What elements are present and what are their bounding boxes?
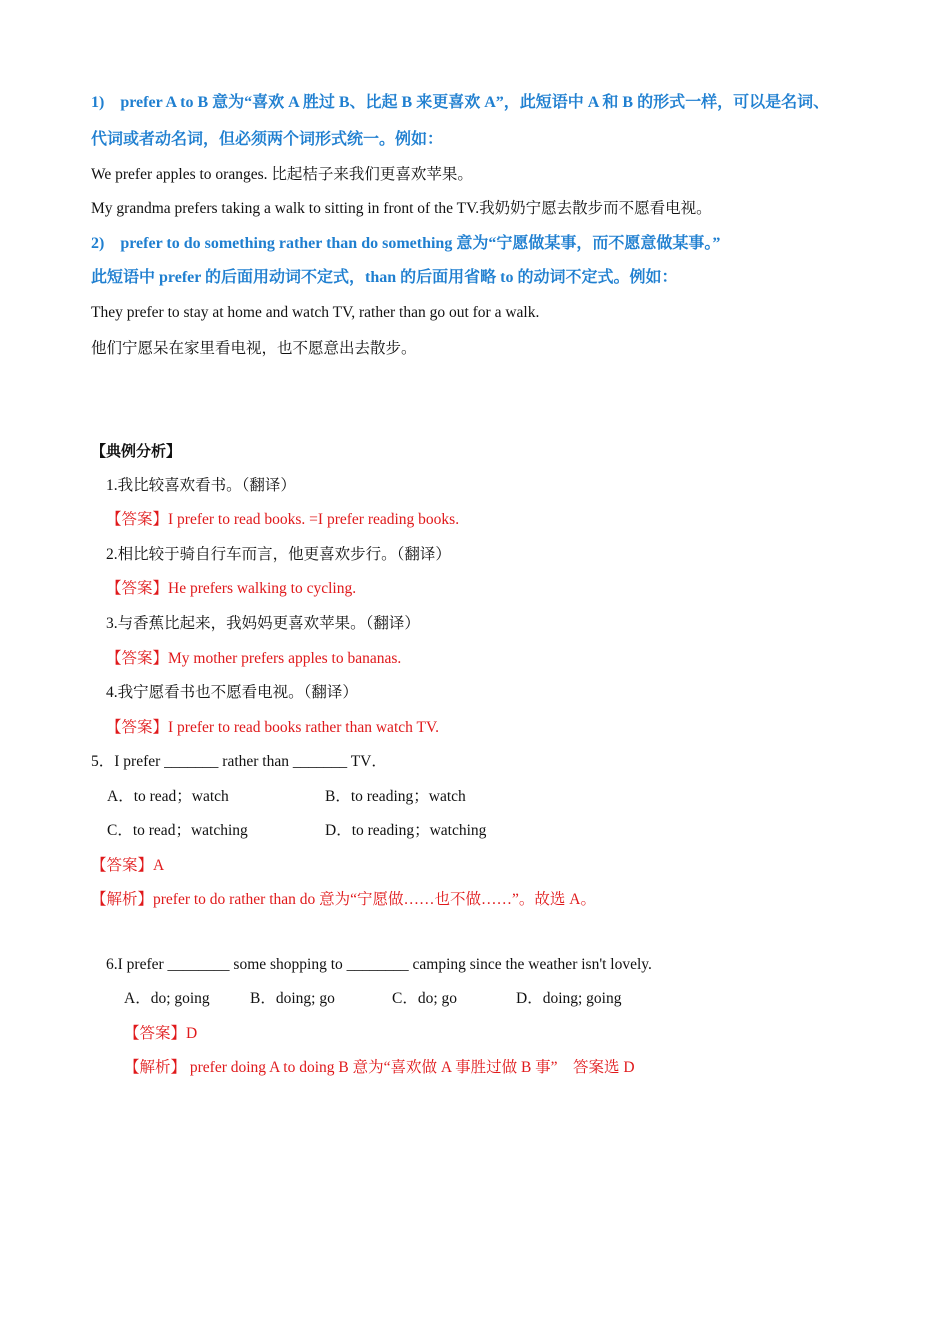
explanation-6: 【解析】 prefer doing A to doing B 意为“喜欢做 A 事胜过做 B 事” 答案选 D — [124, 1059, 635, 1076]
question-3: 3.与香蕉比起来，我妈妈更喜欢苹果。（翻译） — [106, 615, 420, 632]
example-3-en: They prefer to stay at home and watch TV, rather than go out for a walk. — [91, 304, 540, 321]
question-1: 1.我比较喜欢看书。（翻译） — [106, 477, 296, 494]
q5-option-b: B．to reading；watch — [325, 788, 466, 805]
q6-option-d: D．doing; going — [516, 990, 622, 1007]
question-6: 6.I prefer ________ some shopping to ________ camping since the weather isn't lovely. — [106, 956, 652, 973]
answer-3: 【答案】My mother prefers apples to bananas. — [106, 650, 402, 667]
q5-option-c: C．to read；watching — [107, 822, 248, 839]
example-2: My grandma prefers taking a walk to sitting in front of the TV.我奶奶宁愿去散步而不愿看电视。 — [91, 200, 712, 217]
example-1: We prefer apples to oranges. 比起桔子来我们更喜欢苹果。 — [91, 166, 473, 183]
question-4: 4.我宁愿看书也不愿看电视。（翻译） — [106, 684, 358, 701]
question-5: 5．I prefer _______ rather than _______ TV． — [91, 753, 387, 770]
explanation-5: 【解析】prefer to do rather than do 意为“宁愿做……也不做……”。故选 A。 — [91, 891, 596, 908]
rule2-line1: 2) prefer to do something rather than do something 意为“宁愿做某事，而不愿意做某事。” — [91, 235, 721, 252]
answer-2: 【答案】He prefers walking to cycling. — [106, 580, 357, 597]
answer-1: 【答案】I prefer to read books. =I prefer reading books. — [106, 511, 460, 528]
answer-6: 【答案】D — [124, 1025, 198, 1042]
rule1-line1: 1) prefer A to B 意为“喜欢 A 胜过 B、比起 B 来更喜欢 A”，此短语中 A 和 B 的形式一样，可以是名词、 — [91, 94, 830, 111]
q6-option-a: A．do; going — [124, 990, 210, 1007]
example-3-cn: 他们宁愿呆在家里看电视，也不愿意出去散步。 — [91, 339, 417, 357]
answer-5: 【答案】A — [91, 857, 165, 874]
rule1-line2: 代词或者动名词，但必须两个词形式统一。例如： — [91, 131, 444, 148]
rule2-line2: 此短语中 prefer 的后面用动词不定式，than 的后面用省略 to 的动词不定式。例如： — [91, 269, 678, 286]
question-2: 2.相比较于骑自行车而言，他更喜欢步行。（翻译） — [106, 546, 451, 563]
q6-option-c: C．do; go — [392, 990, 458, 1007]
q5-option-a: A．to read；watch — [107, 788, 229, 805]
answer-4: 【答案】I prefer to read books rather than watch TV. — [106, 719, 440, 736]
q5-option-d: D．to reading；watching — [325, 822, 487, 839]
section-heading: 【典例分析】 — [91, 442, 182, 460]
q6-option-b: B．doing; go — [250, 990, 335, 1007]
